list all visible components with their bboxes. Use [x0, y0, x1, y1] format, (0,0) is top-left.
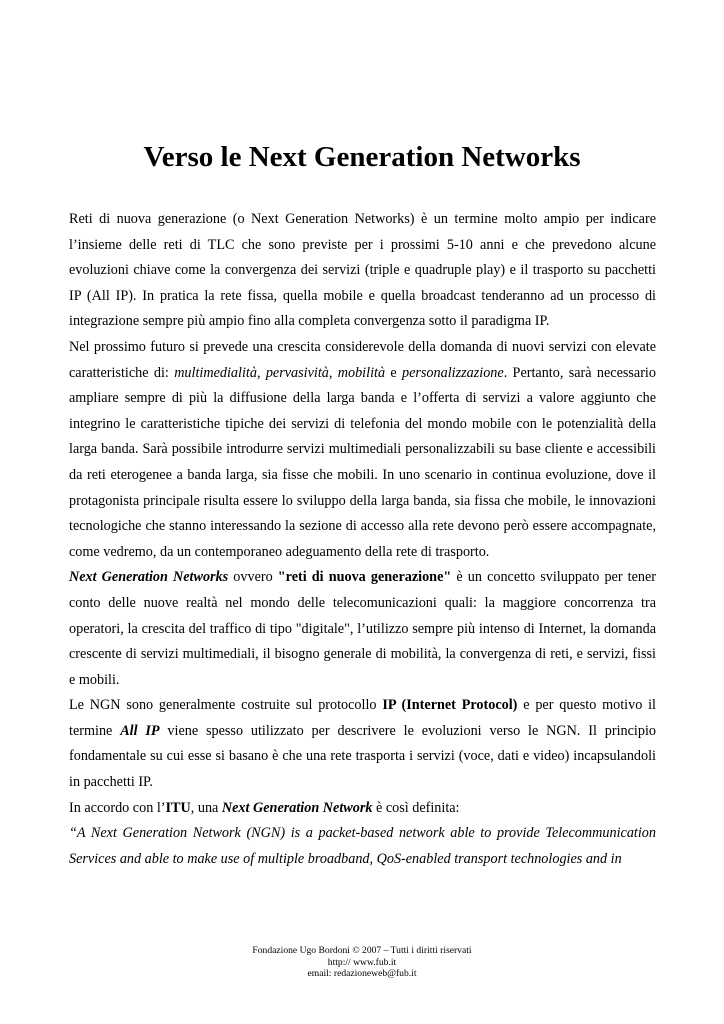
text-run: , — [328, 364, 338, 381]
paragraph-itu-definition — [69, 796, 656, 822]
term-personalizzazione: personalizzazione — [402, 364, 504, 381]
text-run: è così definita: — [372, 799, 460, 816]
term-internet-protocol: IP (Internet Protocol) — [382, 697, 518, 714]
text-run: viene spesso utilizzato per descrivere le evoluzioni verso le NGN. Il principio fondamentale su cui esse si basano è che una rete trasporta i servizi (voce, dati e video) incapsulandoli in pacchetti IP. — [69, 722, 656, 791]
text-run: , — [256, 364, 266, 381]
text-run: è un concetto sviluppato per tener conto delle nuove realtà nel mondo delle telecomunicazioni quali: la maggiore concorrenza tra operatori, la crescita del traffico di tipo "digitale", l’utilizzo sempre più intenso di Internet, la domanda crescente di servizi multimediali, il bisogno generale di mobilità, la convergenza di reti, e servizi, fissi e mobili. — [69, 569, 657, 688]
footer-email: email: redazioneweb@fub.it — [307, 968, 417, 980]
text-run: e — [385, 364, 402, 381]
page-footer — [0, 945, 724, 980]
term-next-generation-networks: Next Generation Networks — [69, 569, 229, 586]
text-run: In accordo con l’ — [69, 799, 166, 816]
text-run: e per questo motivo il termine — [69, 697, 657, 739]
text-run: . Pertanto, sarà necessario ampliare sempre di più la diffusione della larga banda e l’offerta di servizi a valore aggiunto che integrino le caratteristiche tipiche dei servizi di telefonia del mondo mobile con le potenzialità della larga banda. Sarà possibile introdurre servizi multimediali personalizzabili su base cliente e accessibili da reti eterogenee a banda larga, sia fisse che mobili. In uno scenario in continua evoluzione, dove il protagonista principale risulta essere lo sviluppo della larga banda, sia fissa che mobile, le innovazioni tecnologiche che stanno interessando la sezione di accesso alla rete devono però essere accompagnate, come vedremo, da un contemporaneo adeguamento della rete di trasporto. — [69, 364, 656, 560]
document-body — [69, 207, 656, 872]
document-title: Verso le Next Generation Networks — [143, 141, 581, 173]
text-run: Le NGN sono generalmente costruite sul protocollo — [69, 697, 383, 714]
term-pervasivita: pervasività — [265, 364, 329, 381]
text-run: Nel prossimo futuro si prevede una crescita considerevole della domanda di nuovi servizi con elevate caratteristiche di: — [69, 338, 656, 381]
text-run: , una — [190, 799, 222, 816]
footer-website: http:// www.fub.it — [327, 956, 397, 968]
term-reti-nuova-generazione: "reti di nuova generazione" — [277, 569, 452, 586]
paragraph-ngn-ip — [69, 693, 656, 795]
paragraph-ngn-concept — [69, 565, 656, 693]
text-run: ovvero — [228, 569, 278, 586]
paragraph-intro: Reti di nuova generazione (o Next Generation Networks) è un termine molto ampio per indicare l’insieme delle reti di TLC che sono previste per i prossimi 5-10 anni e che prevedono alcune evoluzioni chiave come la convergenza dei servizi (triple e quadruple play) e il trasporto su pacchetti IP (All IP). In pratica la rete fissa, quella mobile e quella broadcast tenderanno ad un processo di integrazione sempre più ampio fino alla completa convergenza sotto il paradigma IP. — [69, 211, 656, 330]
term-mobilita: mobilità — [337, 364, 386, 381]
term-all-ip: All IP — [120, 722, 160, 739]
footer-copyright: Fondazione Ugo Bordoni © 2007 – Tutti i diritti riservati — [252, 945, 472, 956]
paragraph-future-services — [69, 335, 656, 565]
term-multimedialita: multimedialità — [174, 364, 257, 381]
term-next-generation-network: Next Generation Network — [221, 799, 373, 816]
term-itu: ITU — [165, 799, 191, 816]
itu-quote: “A Next Generation Network (NGN) is a packet-based network able to provide Telecommunication Services and able to make use of multiple broadband, QoS-enabled transport technologies and in — [69, 825, 656, 867]
